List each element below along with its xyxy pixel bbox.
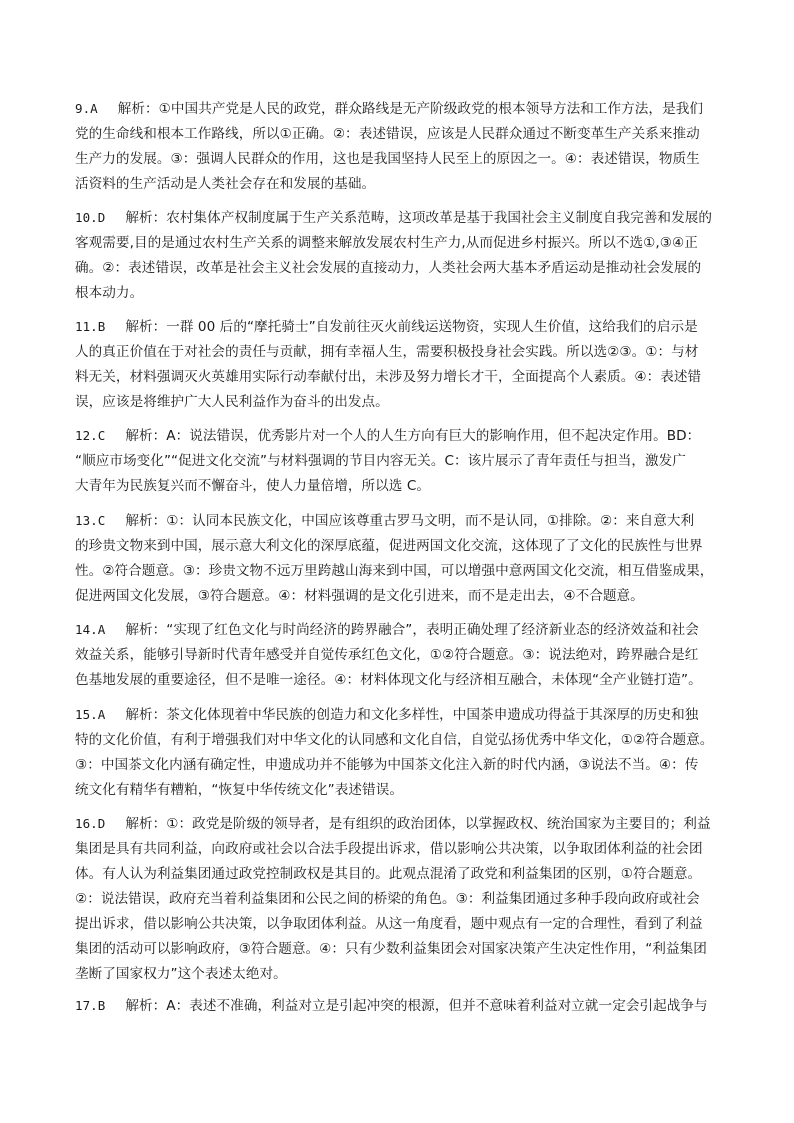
answer-line: 大青年为民族复兴而不懈奋斗，使人力量倍增，所以选 C。 [75,478,431,494]
answer-number: 15.A [75,707,106,722]
answer-number: 14.A [75,622,106,637]
answer-item-11 [75,314,725,415]
answer-line [75,811,725,837]
answer-line: 确。②：表述错误，改革是社会主义社会发展的直接动力，人类社会两大基本矛盾运动是推动社会发展的 [75,260,702,276]
answer-line [75,205,725,231]
answer-item-15 [75,702,725,803]
answer-line: 体。有人认为利益集团通过政党控制政权是其目的。此观点混淆了政党和利益集团的区别，①符合题意。 [75,866,702,882]
answer-text: ①：认同本民族文化，中国应该尊重古罗马文明，而不是认同，①排除。②：来自意大利 [166,513,695,529]
answer-item-10 [75,205,725,306]
answer-text: “实现了红色文化与时尚经济的跨界融合”，表明正确处理了经济新业态的经济效益和社会 [166,622,699,638]
answer-line: ②：说法错误，政府充当着利益集团和公民之间的桥梁的角色。③：利益集团通过多种手段向政府或社会 [75,891,700,907]
answer-number: 10.D [75,210,106,225]
answer-line [75,702,725,728]
answer-label: 解析： [125,428,167,444]
answer-label: 解析： [125,998,167,1014]
answer-line: 促进两国文化发展，③符合题意。④：材料强调的是文化引进来，而不是走出去，④不合题意。 [75,588,644,604]
answer-text: A：说法错误，优秀影片对一个人的人生方向有巨大的影响作用，但不起决定作用。BD： [166,428,701,444]
answer-text: 一群 00 后的“摩托骑士”自发前往灭火前线运送物资，实现人生价值，这给我们的启示是 [166,319,698,335]
answer-number: 12.C [75,428,106,443]
answer-item-13 [75,508,725,609]
answer-text: ①：政党是阶级的领导者，是有组织的政治团体，以掌握政权、统治国家为主要目的；利益 [166,816,711,832]
answer-line [75,993,725,1019]
answer-line: 色基地发展的重要途径，但不是唯一途径。④：材料体现文化与经济相互融合，未体现“全产业链打造”。 [75,672,702,688]
answer-number: 13.C [75,513,106,528]
answer-label: 解析： [125,513,167,529]
answer-line: 集团是具有共同利益，向政府或社会以合法手段提出诉求，借以影响公共决策，以争取团体利益的社会团 [75,841,703,857]
answer-number: 17.B [75,998,106,1013]
answer-line [75,96,725,122]
answer-line: 生产力的发展。③：强调人民群众的作用，这也是我国坚持人民至上的原因之一。④：表述错误，物质生 [75,151,700,167]
answer-item-16 [75,811,725,987]
answer-line: 性。②符合题意。③：珍贵文物不远万里跨越山海来到中国，可以增强中意两国文化交流，相互借鉴成果， [75,563,714,579]
answer-line: 误，应该是将维护广大人民利益作为奋斗的出发点。 [75,394,389,410]
answer-line: 效益关系，能够引导新时代青年感受并自觉传承红色文化，①②符合题意。③：说法绝对，跨界融合是红 [75,647,699,663]
answer-line: 的珍贵文物来到中国，展示意大利文化的深厚底蕴，促进两国文化交流，这体现了了文化的民族性与世界 [75,538,703,554]
answer-line [75,314,725,340]
answer-line: ③：中国茶文化内涵有确定性，申遗成功并不能够为中国茶文化注入新的时代内涵，③说法不当。④：传 [75,757,699,773]
answer-label: 解析： [117,101,159,117]
answer-line: 统文化有精华有糟粕，“恢复中华传统文化”表述错误。 [75,782,403,798]
answer-line: 特的文化价值，有利于增强我们对中华文化的认同感和文化自信，自觉弘扬优秀中华文化，①②符合题意。 [75,732,714,748]
answer-number: 16.D [75,816,106,831]
answer-line: 垄断了国家权力”这个表述太绝对。 [75,966,287,982]
answer-line: 集团的活动可以影响政府，③符合题意。④：只有少数利益集团会对国家决策产生决定性作用，“利益集团 [75,941,707,957]
answer-text: 农村集体产权制度属于生产关系范畴，这项改革是基于我国社会主义制度自我完善和发展的 [166,210,712,226]
answer-item-9 [75,96,725,197]
answer-line [75,423,725,449]
answer-line: 根本动力。 [75,285,144,301]
answer-number: 11.B [75,319,106,334]
answer-item-12 [75,423,725,499]
answer-line: 提出诉求，借以影响公共决策，以争取团体利益。从这一角度看，题中观点有一定的合理性，看到了利益 [75,916,703,932]
answer-label: 解析： [125,707,167,723]
answer-number: 9.A [75,101,98,116]
answer-label: 解析： [125,210,167,226]
answer-label: 解析： [125,816,167,832]
answer-line: 客观需要,目的是通过农村生产关系的调整来解放发展农村生产力,从而促进乡村振兴。所以不选①,③④正 [75,235,698,251]
answer-line: “顺应市场变化”“促进文化交流”与材料强调的节目内容无关。C：该片展示了青年责任与担当，激发广 [75,453,686,469]
answer-line [75,617,725,643]
answer-label: 解析： [125,622,167,638]
answer-text: ①中国共产党是人民的政党，群众路线是无产阶级政党的根本领导方法和工作方法，是我们 [158,101,704,117]
answer-line: 活资料的生产活动是人类社会存在和发展的基础。 [75,176,376,192]
answer-label: 解析： [125,319,167,335]
answer-line: 人的真正价值在于对社会的责任与贡献，拥有幸福人生，需要积极投身社会实践。所以选②③。①：与材 [75,344,699,360]
answer-text: A：表述不准确，利益对立是引起冲突的根源，但并不意味着利益对立就一定会引起战争与 [166,998,708,1014]
answer-item-17 [75,993,725,1019]
answer-line: 党的生命线和根本工作路线，所以①正确。②：表述错误，应该是人民群众通过不断变革生产关系来推动 [75,126,700,142]
answer-line: 料无关，材料强调灭火英雄用实际行动奉献付出，未涉及努力增长才干，全面提高个人素质。④：表述错 [75,369,702,385]
answer-line [75,508,725,534]
answer-text: 茶文化体现着中华民族的创造力和文化多样性，中国茶申遗成功得益于其深厚的历史和独 [166,707,699,723]
answer-item-14 [75,617,725,693]
